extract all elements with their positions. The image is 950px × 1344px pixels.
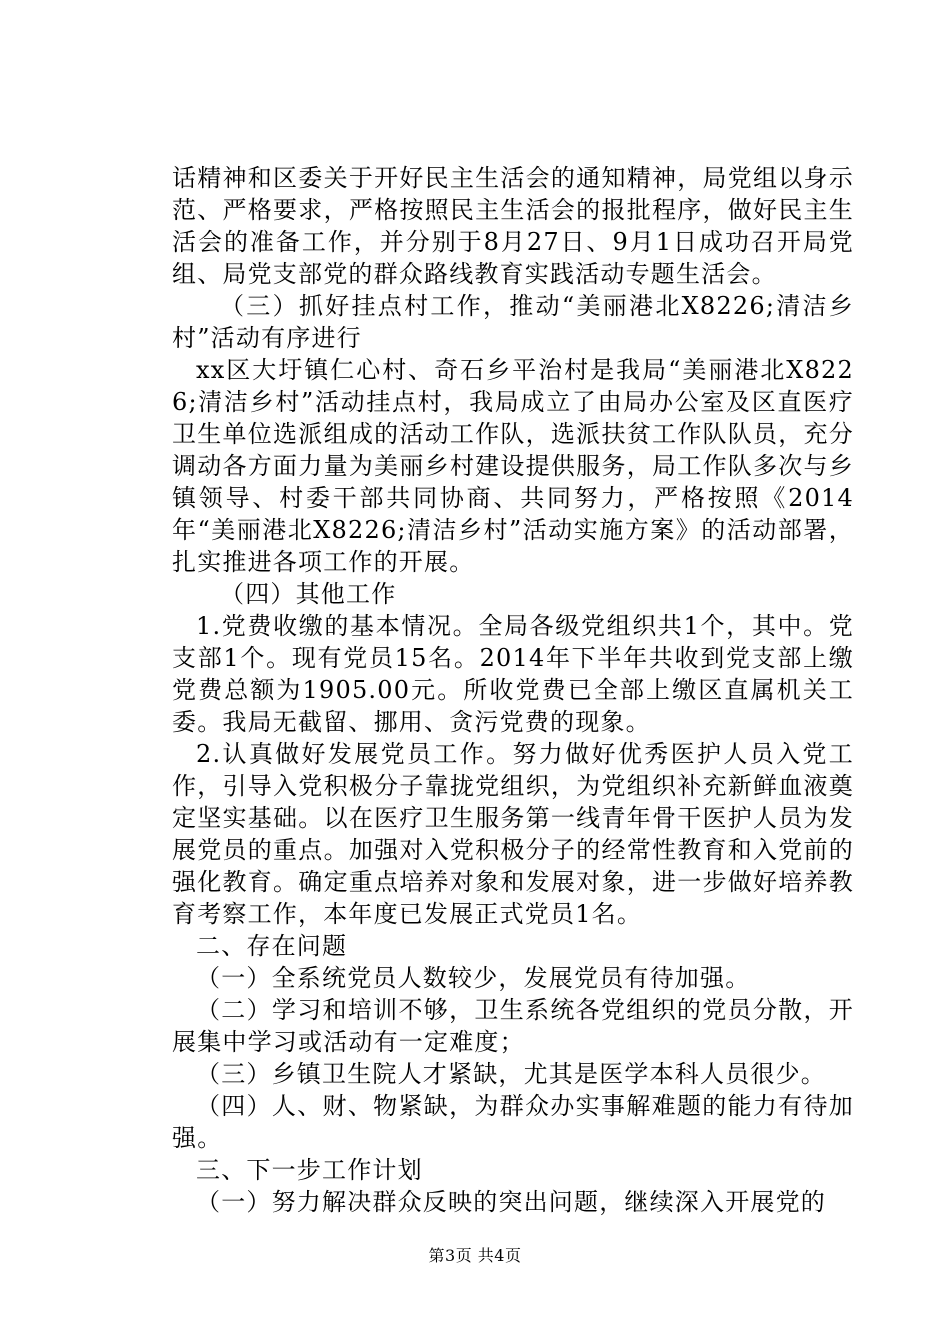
paragraph-10: （三）乡镇卫生院人才紧缺，尤其是医学本科人员很少。 — [196, 1060, 826, 1088]
paragraph-11: （四）人、财、物紧缺，为群众办实事解难题的能力有待加强。 — [172, 1092, 854, 1152]
paragraph-1: 话精神和区委关于开好民主生活会的通知精神，局党组以身示范、严格要求，严格按照民主生活会的报批程序，做好民主生活会的准备工作，并分别于8月27日、9月1日成功召开局党组、局党支部党的群众路线教育实践活动专题生活会。 — [172, 164, 854, 288]
paragraph-8: （一）全系统党员人数较少，发展党员有待加强。 — [196, 964, 751, 992]
paragraph-13: （一）努力解决群众反映的突出问题，继续深入开展党的 — [196, 1188, 826, 1216]
paragraph-6: 2.认真做好发展党员工作。努力做好优秀医护人员入党工作，引导入党积极分子靠拢党组织，为党组织补充新鲜血液奠定坚实基础。以在医疗卫生服务第一线青年骨干医护人员为发展党员的重点。加强对入党积极分子的经常性教育和入党前的强化教育。确定重点培养对象和发展对象，进一步做好培养教育考察工作，本年度已发展正式党员1名。 — [172, 740, 854, 928]
paragraph-3: xx区大圩镇仁心村、奇石乡平治村是我局“美丽港北X8226;清洁乡村”活动挂点村，我局成立了由局办公室及区直医疗卫生单位选派组成的活动工作队，选派扶贫工作队队员，充分调动各方面力量为美丽乡村建设提供服务，局工作队多次与乡镇领导、村委干部共同协商、共同努力，严格按照《2014年“美丽港北X8226;清洁乡村”活动实施方案》的活动部署，扎实推进各项工作的开展。 — [172, 356, 854, 576]
paragraph-12: 三、下一步工作计划 — [196, 1156, 423, 1184]
page-footer: 第3页 共4页 — [428, 1246, 522, 1265]
paragraph-7: 二、存在问题 — [196, 932, 348, 960]
document-body — [172, 162, 854, 1218]
paragraph-5: 1.党费收缴的基本情况。全局各级党组织共1个，其中。党支部1个。现有党员15名。2014年下半年共收到党支部上缴党费总额为1905.00元。所收党费已全部上缴区直属机关工委。我局无截留、挪用、贪污党费的现象。 — [172, 612, 854, 736]
paragraph-2: （三）抓好挂点村工作，推动“美丽港北X8226;清洁乡村”活动有序进行 — [172, 292, 854, 352]
paragraph-4: （四）其他工作 — [220, 580, 397, 608]
paragraph-9: （二）学习和培训不够，卫生系统各党组织的党员分散，开展集中学习或活动有一定难度； — [172, 996, 854, 1056]
